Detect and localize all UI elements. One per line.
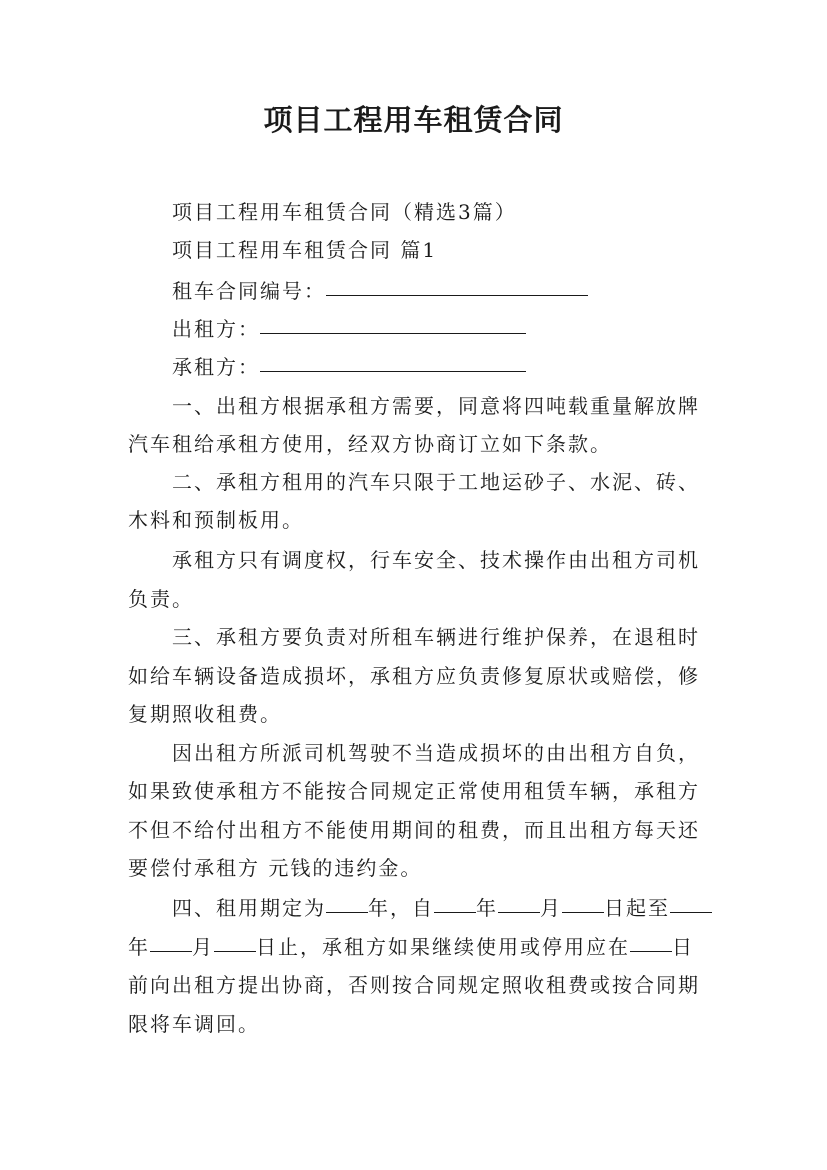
doc-text: 月 [540,896,562,920]
doc-line: 一、出租方根据承租方需要，同意将四吨载重量解放牌 [172,394,700,418]
doc-line: 如给车辆设备造成损坏，承租方应负责修复原状或赔偿，修 [128,664,700,688]
blank-field [150,927,192,952]
doc-line: 项目工程用车租赁合同（精选3篇） [172,200,517,224]
rental-period-line [128,928,718,966]
blank-field [326,888,368,913]
doc-line: 如果致使承租方不能按合同规定正常使用租赁车辆，承租方 [128,779,700,803]
contract-number-field [172,272,718,310]
lessor-blank [260,309,526,334]
doc-line: 复期照收租费。 [128,702,282,726]
doc-text: 日 [672,935,694,959]
doc-line: 要偿付承租方 元钱的违约金。 [128,856,423,880]
doc-text: 年，自 [368,896,434,920]
doc-line: 承租方只有调度权，行车安全、技术操作由出租方司机 [172,548,700,572]
doc-line: 负责。 [128,587,194,611]
lessee-field [172,348,718,386]
doc-text: 月 [192,935,214,959]
doc-line: 不但不给付出租方不能使用期间的租费，而且出租方每天还 [128,818,700,842]
lessor-field [172,310,718,348]
blank-field [670,888,712,913]
doc-line: 项目工程用车租赁合同 篇1 [172,238,438,262]
doc-line: 汽车租给承租方使用，经双方协商订立如下条款。 [128,432,612,456]
contract-number-label: 租车合同编号： [172,279,326,303]
doc-text: 日止，承租方如果继续使用或停用应在 [256,935,630,959]
doc-text: 年 [128,935,150,959]
blank-field [630,927,672,952]
doc-line: 二、承租方租用的汽车只限于工地运砂子、水泥、砖、 [172,470,700,494]
lessee-label: 承租方： [172,355,260,379]
lessor-label: 出租方： [172,317,260,341]
document-title: 项目工程用车租赁合同 [263,103,564,137]
doc-text: 日起至 [604,896,670,920]
doc-text: 年 [476,896,498,920]
doc-line: 三、承租方要负责对所租车辆进行维护保养，在退租时 [172,625,700,649]
doc-text: 四、租用期定为 [172,896,326,920]
blank-field [214,927,256,952]
lessee-blank [260,347,526,372]
doc-line: 前向出租方提出协商，否则按合同规定照收租费或按合同期 [128,973,700,997]
rental-period-line [172,889,718,927]
blank-field [434,888,476,913]
contract-number-blank [326,271,588,296]
doc-line: 限将车调回。 [128,1012,260,1036]
doc-line: 因出租方所派司机驾驶不当造成损坏的由出租方自负， [172,741,700,765]
blank-field [562,888,604,913]
doc-line: 木料和预制板用。 [128,508,304,532]
blank-field [498,888,540,913]
